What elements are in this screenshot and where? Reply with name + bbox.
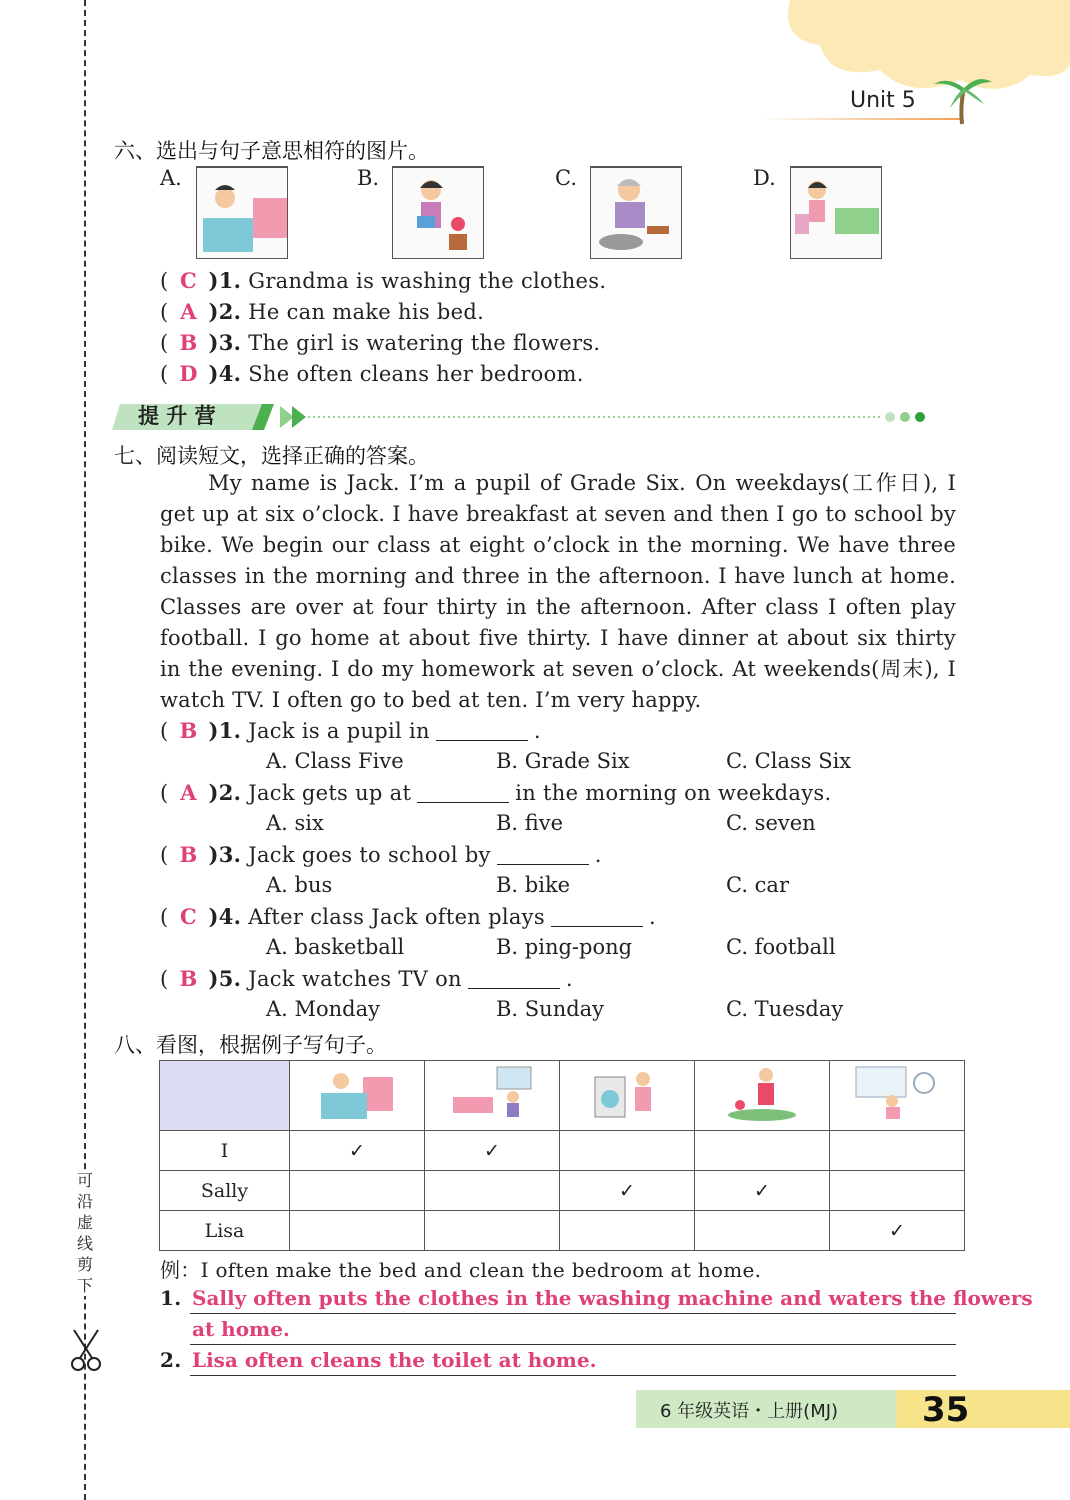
question-number: )3. — [208, 330, 242, 355]
table-row — [160, 1211, 965, 1251]
question-text-end: . — [594, 843, 602, 867]
section-banner — [112, 400, 932, 438]
option-c: C. Tuesday — [726, 997, 844, 1021]
s7-question-2: ( A )2. Jack gets up at in the morning on weekdays. — [160, 780, 832, 805]
banner-label: 提 升 营 — [138, 404, 216, 428]
cut-label: 可沿虚线剪下 — [76, 1171, 93, 1295]
check-cell — [290, 1171, 425, 1211]
cloud-decoration — [770, 0, 1070, 110]
answer-mark: B — [179, 718, 198, 743]
answer-mark: C — [179, 904, 197, 929]
question-text: Jack gets up at — [248, 781, 412, 805]
answer-blank — [436, 739, 528, 741]
row-name: Lisa — [160, 1211, 290, 1251]
row-name: Sally — [160, 1171, 290, 1211]
option-a: A. Monday — [266, 997, 381, 1021]
question-text: Jack watches TV on — [248, 967, 462, 991]
question-text: The girl is watering the flowers. — [248, 331, 601, 355]
question-text: Jack goes to school by — [248, 843, 491, 867]
section7-heading: 七、阅读短文，选择正确的答案。 — [114, 444, 429, 468]
answer-mark: A — [180, 299, 197, 324]
answer-1-number: 1. — [160, 1286, 182, 1310]
check-cell: ✓ — [560, 1171, 695, 1211]
activity-clean-bedroom-picture — [425, 1061, 560, 1131]
activity-clean-toilet-picture — [830, 1061, 965, 1131]
option-a-label: A. — [160, 166, 182, 190]
question-text: Jack is a pupil in — [248, 719, 430, 743]
question-text: He can make his bed. — [248, 300, 485, 324]
option-b: B. Sunday — [496, 997, 605, 1021]
answer-mark: C — [179, 268, 197, 293]
scissors-icon — [68, 1328, 104, 1374]
check-cell — [830, 1131, 965, 1171]
question-text: After class Jack often plays — [248, 905, 545, 929]
option-b: B. Grade Six — [496, 749, 630, 773]
answer-mark: D — [179, 361, 198, 386]
option-c: C. Class Six — [726, 749, 852, 773]
s7-question-3: ( B )3. Jack goes to school by . — [160, 842, 602, 867]
answer-blank — [497, 863, 589, 865]
question-number: )1. — [208, 718, 242, 743]
question-number: )3. — [208, 842, 242, 867]
s7-question-5: ( B )5. Jack watches TV on . — [160, 966, 573, 991]
question-text-end: . — [565, 967, 573, 991]
s6-item-2: ( A )2. He can make his bed. — [160, 299, 485, 324]
question-text: She often cleans her bedroom. — [248, 362, 584, 386]
option-c-label: C. — [555, 166, 577, 190]
reading-passage — [160, 468, 956, 716]
question-number: )1. — [208, 268, 242, 293]
check-cell: ✓ — [695, 1171, 830, 1211]
check-cell — [425, 1171, 560, 1211]
question-number: )4. — [208, 361, 242, 386]
answer-mark: B — [179, 842, 198, 867]
picture-girl-watering-flowers — [392, 166, 484, 259]
writing-line — [190, 1375, 956, 1376]
check-cell — [425, 1211, 560, 1251]
question-text-end: in the morning on weekdays. — [515, 781, 832, 805]
page-number: 35 — [922, 1390, 970, 1430]
option-a: A. basketball — [266, 935, 405, 959]
answer-blank — [417, 801, 509, 803]
option-b-label: B. — [357, 166, 380, 190]
picture-boy-making-bed — [196, 166, 288, 259]
section8-heading: 八、看图，根据例子写句子。 — [114, 1033, 387, 1057]
activity-make-bed-picture — [290, 1061, 425, 1131]
check-cell — [290, 1211, 425, 1251]
answer-mark: A — [180, 780, 197, 805]
table-row — [160, 1171, 965, 1211]
question-text: Grandma is washing the clothes. — [248, 269, 607, 293]
answer-1-line2: at home. — [192, 1317, 290, 1341]
option-a: A. Class Five — [266, 749, 404, 773]
option-c: C. car — [726, 873, 789, 897]
picture-grandma-washing-clothes — [590, 166, 682, 259]
row-name: I — [160, 1131, 290, 1171]
writing-line — [190, 1344, 956, 1345]
table-row — [160, 1131, 965, 1171]
s6-item-3: ( B )3. The girl is watering the flowers. — [160, 330, 601, 355]
option-c: C. football — [726, 935, 836, 959]
question-number: )2. — [208, 299, 242, 324]
option-a: A. six — [266, 811, 324, 835]
example-sentence: 例：I often make the bed and clean the bedroom at home. — [160, 1258, 762, 1282]
check-cell — [695, 1131, 830, 1171]
question-number: )4. — [208, 904, 242, 929]
s7-question-4: ( C )4. After class Jack often plays . — [160, 904, 656, 929]
book-title: 6 年级英语・上册(MJ) — [660, 1401, 839, 1422]
option-b: B. five — [496, 811, 564, 835]
option-c: C. seven — [726, 811, 816, 835]
answer-blank — [551, 925, 643, 927]
answer-2-number: 2. — [160, 1348, 182, 1372]
question-number: )2. — [208, 780, 242, 805]
table-corner-cell — [160, 1061, 290, 1131]
section6-heading: 六、选出与句子意思相符的图片。 — [114, 139, 429, 163]
activity-table — [159, 1060, 965, 1251]
option-a: A. bus — [266, 873, 333, 897]
check-cell — [695, 1211, 830, 1251]
passage-text: My name is Jack. I’m a pupil of Grade Six. On weekdays(工作日), I get up at six o’clock. I have breakfast at seven and then I go to school by bike. We begin our class at eight o’clock in the morning. We have three classes in the morning and three in the afternoon. I have lunch at home. Classes are over at four thirty in the afternoon. After class I often play football. I go home at about five thirty. I have dinner at about six thirty in the evening. I do my homework at seven o’clock. At weekends(周末), I watch TV. I often go to bed at ten. I’m very happy. — [160, 471, 956, 712]
answer-blank — [468, 987, 560, 989]
check-cell — [830, 1171, 965, 1211]
unit-title: Unit 5 — [850, 88, 916, 113]
option-b: B. ping-pong — [496, 935, 633, 959]
answer-mark: B — [179, 330, 198, 355]
answer-2-line1: Lisa often cleans the toilet at home. — [192, 1348, 597, 1372]
s7-question-1: ( B )1. Jack is a pupil in . — [160, 718, 541, 743]
question-text-end: . — [533, 719, 541, 743]
answer-1-line1: Sally often puts the clothes in the washing machine and waters the flowers — [192, 1286, 1033, 1310]
writing-line — [190, 1313, 956, 1314]
check-cell: ✓ — [290, 1131, 425, 1171]
answer-mark: B — [179, 966, 198, 991]
check-cell — [560, 1211, 695, 1251]
check-cell — [560, 1131, 695, 1171]
option-b: B. bike — [496, 873, 571, 897]
table-header-row — [160, 1061, 965, 1131]
s6-item-4: ( D )4. She often cleans her bedroom. — [160, 361, 584, 386]
check-cell: ✓ — [830, 1211, 965, 1251]
activity-water-flowers-picture — [695, 1061, 830, 1131]
picture-girl-cleaning-bedroom — [790, 166, 882, 259]
s6-item-1: ( C )1. Grandma is washing the clothes. — [160, 268, 607, 293]
activity-washing-machine-picture — [560, 1061, 695, 1131]
question-text-end: . — [648, 905, 656, 929]
palm-tree-icon — [926, 70, 996, 126]
option-d-label: D. — [753, 166, 776, 190]
question-number: )5. — [208, 966, 242, 991]
check-cell: ✓ — [425, 1131, 560, 1171]
